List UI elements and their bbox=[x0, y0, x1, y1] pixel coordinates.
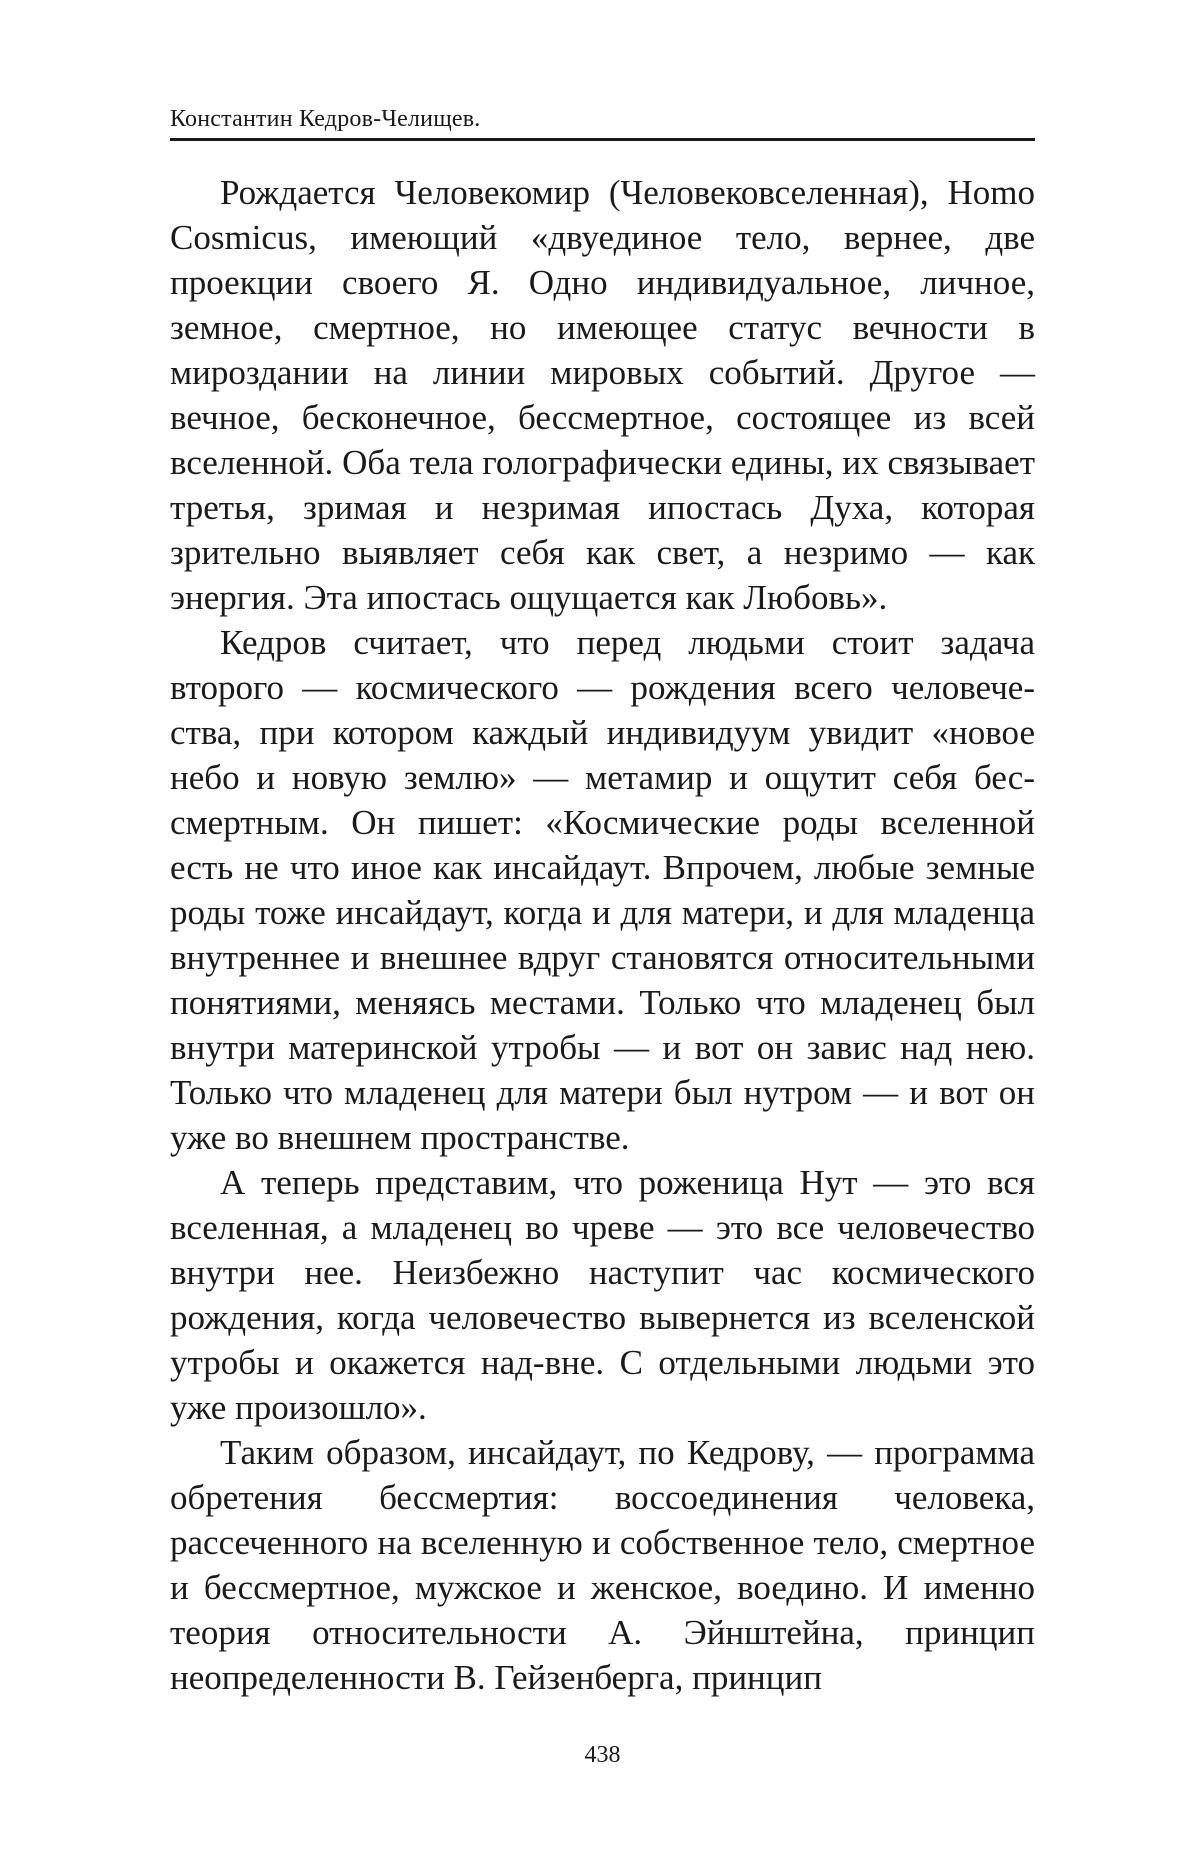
paragraph-1: Рождается Человекомир (Человековселенная), Homo Cosmicus, имеющий «двуединое тело, вернее, две проекции своего Я. Одно индивидуальное, личное, земное, смертное, но имеющее статус вечности в мироздании на линии мировых событий. Другое — вечное, бесконечное, бессмертное, состоящее из всей вселенной. Оба тела голографически едины, их связывает третья, зримая и незримая ипостась Духа, которая зрительно выявляет себя как свет, а незримо — как энергия. Эта ипостась ощущается как Любовь». bbox=[170, 173, 1035, 617]
page-number: 438 bbox=[584, 1742, 621, 1768]
paragraph-4: Таким образом, инсайдаут, по Кедрову, — программа обретения бессмертия: воссоединения человека, рассеченного на вселенную и собственное тело, смертное и бессмертное, мужское и женское, воедино. И именно теория относительности А. Эйнштейна, принцип неопределенности В. Гейзенберга, принцип bbox=[170, 1433, 1035, 1697]
running-head: Константин Кедров-Челищев. bbox=[170, 106, 481, 132]
book-page bbox=[170, 0, 1035, 1872]
header-rule bbox=[170, 138, 1035, 141]
paragraph-2: Кедров считает, что перед людьми стоит задача второго — космического — рождения всего человечества, при котором каждый индивидуум увидит «новое небо и новую землю» — метамир и ощутит себя бессмертным. Он пишет: «Космические роды вселенной есть не что иное как инсайдаут. Впрочем, любые земные роды тоже инсайдаут, когда и для матери, и для младенца внутреннее и внешнее вдруг становятся относительными понятиями, меняясь местами. Только что младенец был внутри материнской утробы — и вот он завис над нею. Только что младенец для матери был нутром — и вот он уже во внешнем пространстве. bbox=[170, 623, 1035, 1157]
body-text bbox=[170, 170, 1035, 1700]
paragraph-3: А теперь представим, что роженица Нут — это вся вселенная, а младенец во чреве — это все человечество внутри нее. Неизбежно наступит час космического рождения, когда человечество вывернется из вселенской утробы и окажется над-вне. С отдельными людьми это уже произошло». bbox=[170, 1163, 1035, 1427]
